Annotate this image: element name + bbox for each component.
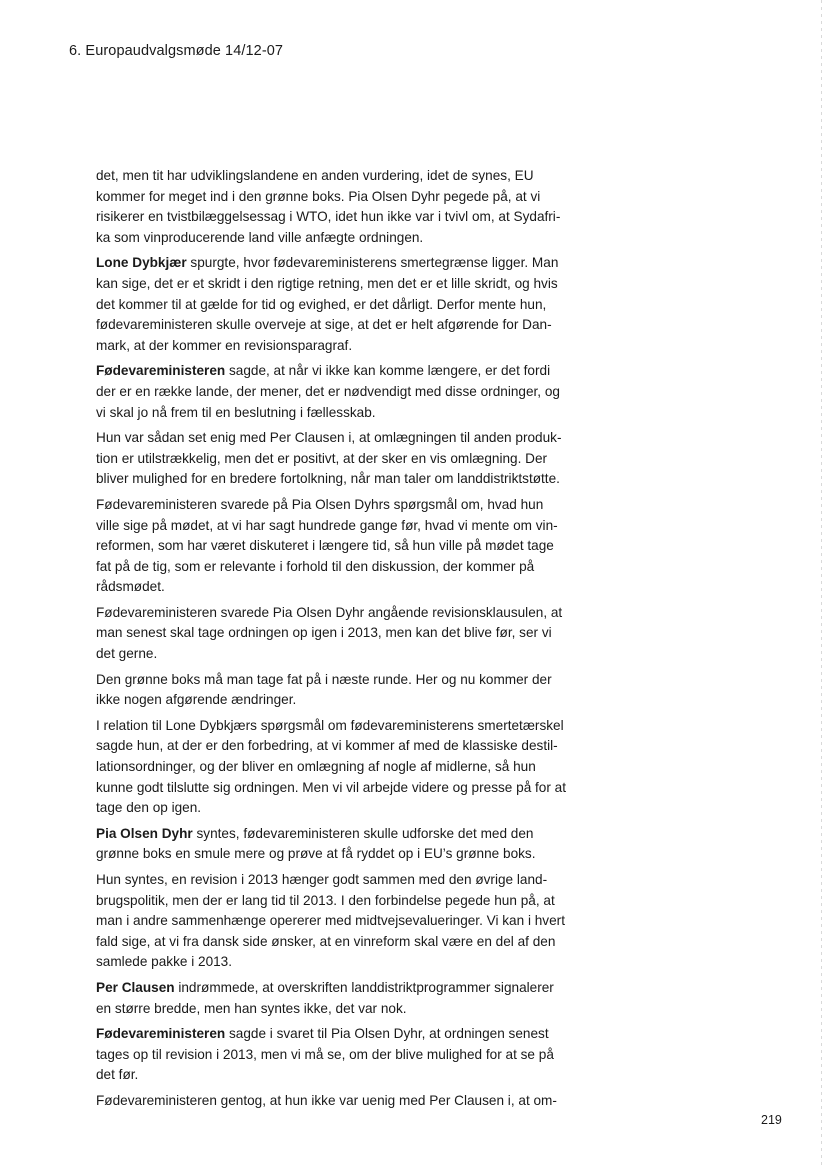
text-line [96,952,578,973]
line-text: samlede pakke i 2013. [96,954,233,970]
text-line [96,449,578,470]
line-text: rådsmødet. [96,579,165,595]
line-text: Fødevareministeren svarede Pia Olsen Dyhr angående revisionsklausulen, at [96,604,563,620]
line-text: kan sige, det er et skridt i den rigtige retning, men det er et lille skridt, og hvis [96,275,558,291]
paragraph [96,978,578,1019]
page-header: 6. Europaudvalgsmøde 14/12-07 [69,43,284,59]
text-line [96,187,578,208]
line-text: det, men tit har udviklingslandene en anden vurdering, idet de synes, EU [96,168,534,183]
text-line [96,870,578,891]
text-line [96,644,578,665]
line-text: ka som vinproducerende land ville anfægte ordningen. [96,229,424,245]
text-line [96,798,578,819]
text-line [96,516,578,537]
paragraph [96,361,578,423]
line-text: sagde i svaret til Pia Olsen Dyhr, at ordningen senest [225,1026,549,1042]
text-line [96,253,578,274]
text-line [96,336,578,357]
text-line [96,536,578,557]
text-line [96,603,578,624]
line-text: reformen, som har været diskuteret i længere tid, så hun ville på mødet tage [96,538,554,554]
speaker-name: Fødevareministeren [96,363,226,379]
line-text: risikerer en tvistbilæggelsessag i WTO, idet hun ikke var i tvivl om, at Sydafri- [96,209,561,225]
text-line [96,428,578,449]
line-text: Hun var sådan set enig med Per Clausen i, at omlægningen til anden produk- [96,430,562,446]
line-text: kommer for meget ind i den grønne boks. Pia Olsen Dyhr pegede på, at vi [96,188,541,204]
line-text: man senest skal tage ordningen op igen i 2013, men kan det blive før, ser vi [96,625,552,641]
paragraph [96,495,578,598]
speaker-name: Pia Olsen Dyhr [96,825,193,841]
line-text: fødevareministeren skulle overveje at sige, at det er helt afgørende for Dan- [96,317,552,333]
line-text: syntes, fødevareministeren skulle udforske det med den [192,825,534,841]
line-text: man i andre sammenhænge opererer med midtvejsevalueringer. Vi kan i hvert [96,913,565,929]
line-text: lationsordninger, og der bliver en omlægning af nogle af midlerne, så hun [96,759,536,775]
line-text: grønne boks en smule mere og prøve at få ryddet op i EU’s grønne boks. [96,846,536,862]
paragraph [96,670,578,711]
line-text: mark, at der kommer en revisionsparagraf. [96,337,353,353]
text-line [96,274,578,295]
line-text: det kommer til at gælde for tid og evighed, er det dårligt. Derfor mente hun, [96,296,547,312]
paragraph [96,1024,578,1086]
paragraph [96,1091,578,1112]
paragraph [96,428,578,490]
text-line [96,716,578,737]
text-line [96,736,578,757]
line-text: Den grønne boks må man tage fat på i næste runde. Her og nu kommer der [96,671,552,687]
line-text: sagde hun, at der er den forbedring, at vi kommer af med de klassiske destil- [96,738,558,754]
line-text: kunne godt tilslutte sig ordningen. Men vi vil arbejde videre og presse på for at [96,779,567,795]
scan-edge-mark [821,0,822,1167]
paragraph [96,253,578,356]
text-line [96,824,578,845]
line-text: I relation til Lone Dybkjærs spørgsmål om fødevareministerens smertetærskel [96,717,564,733]
line-text: sagde, at når vi ikke kan komme længere, er det fordi [225,363,551,379]
text-line [96,670,578,691]
speaker-name: Lone Dybkjær [96,255,187,271]
line-text: vi skal jo nå frem til en beslutning i fællesskab. [96,404,376,420]
text-line [96,1091,578,1112]
paragraph [96,716,578,819]
line-text: tages op til revision i 2013, men vi må se, om der blive mulighed for at se på [96,1046,554,1062]
line-text: en større bredde, men han syntes ikke, det var nok. [96,1000,407,1016]
line-text: Hun syntes, en revision i 2013 hænger godt sammen med den øvrige land- [96,872,548,887]
text-line [96,757,578,778]
line-text: ikke nogen afgørende ændringer. [96,692,297,708]
line-text: ville sige på mødet, at vi har sagt hundrede gange før, hvad vi mente om vin- [96,517,558,533]
text-line [96,1045,578,1066]
line-text: spurgte, hvor fødevareministerens smertegrænse ligger. Man [186,255,559,271]
text-line [96,228,578,249]
line-text: bliver mulighed for en bredere fortolkning, når man taler om landdistriktstøtte. [96,471,560,487]
text-line [96,577,578,598]
line-text: fald sige, at vi fra dansk side ønsker, at en vinreform skal være en del af den [96,933,556,949]
text-line [96,911,578,932]
text-line [96,844,578,865]
paragraph [96,870,578,973]
text-line [96,166,578,187]
page-number: 219 [761,1113,782,1127]
text-line [96,295,578,316]
text-line [96,382,578,403]
text-line [96,932,578,953]
text-line [96,469,578,490]
line-text: indrømmede, at overskriften landdistriktprogrammer signalerer [174,979,554,995]
text-line [96,623,578,644]
text-line [96,315,578,336]
speaker-name: Fødevareministeren [96,1026,226,1042]
text-line [96,361,578,382]
line-text: det før. [96,1067,139,1083]
line-text: Fødevareministeren gentog, at hun ikke var uenig med Per Clausen i, at om- [96,1092,557,1108]
paragraph [96,166,578,248]
line-text: fat på de tig, som er relevante i forhold til den diskussion, der kommer på [96,558,535,574]
line-text: brugspolitik, men der er lang tid til 2013. I den forbindelse pegede hun på, at [96,892,555,908]
text-line [96,207,578,228]
line-text: Fødevareministeren svarede på Pia Olsen Dyhrs spørgsmål om, hvad hun [96,496,544,512]
paragraph [96,824,578,865]
paragraph [96,603,578,665]
text-line [96,978,578,999]
line-text: der er en række lande, der mener, det er nødvendigt med disse ordninger, og [96,383,560,399]
line-text: tage den op igen. [96,800,202,816]
line-text: tion er utilstrækkelig, men det er positivt, at der sker en vis omlægning. Der [96,450,548,466]
text-line [96,778,578,799]
document-body [96,166,578,1117]
text-line [96,557,578,578]
speaker-name: Per Clausen [96,979,175,995]
line-text: det gerne. [96,646,158,662]
text-line [96,403,578,424]
text-line [96,495,578,516]
text-line [96,690,578,711]
text-line [96,891,578,912]
text-line [96,1065,578,1086]
text-line [96,999,578,1020]
text-line [96,1024,578,1045]
